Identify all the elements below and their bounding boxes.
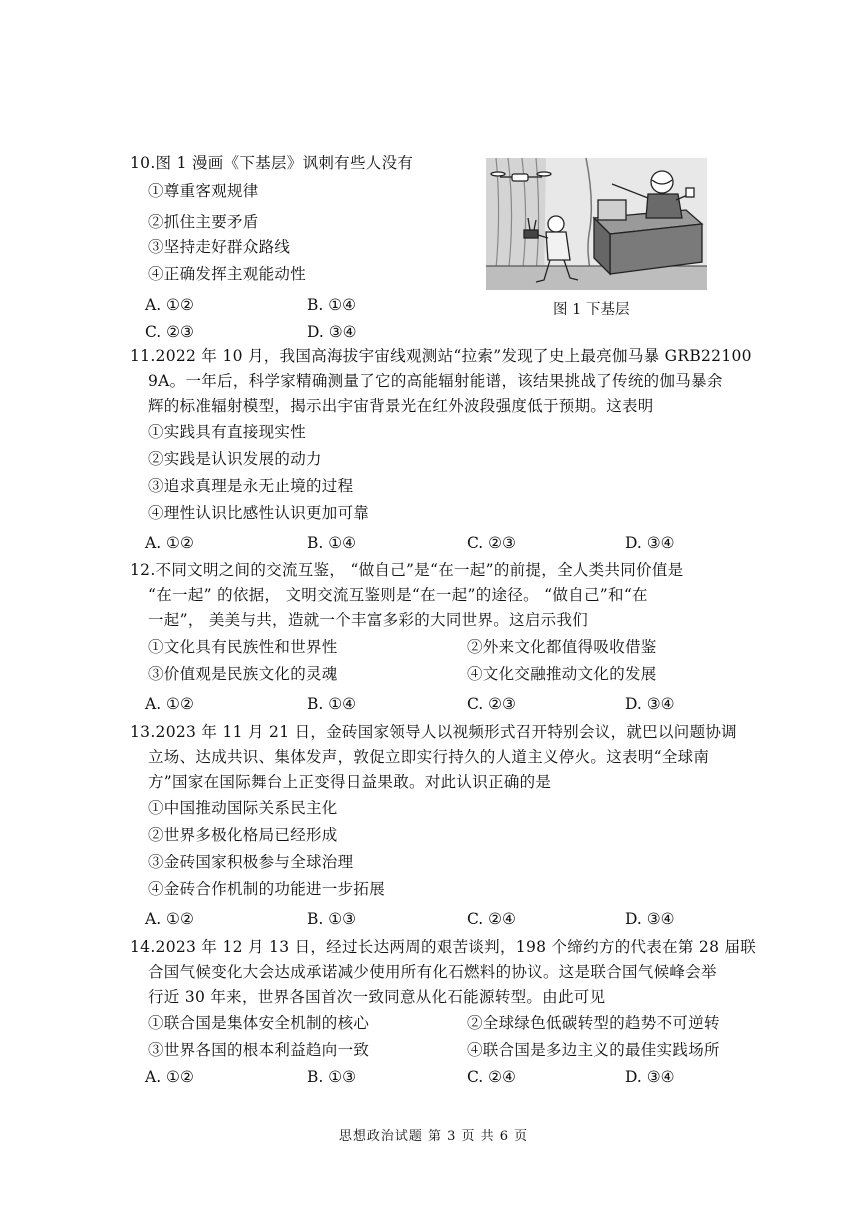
q13-item-1: ①中国推动国际关系民主化 (148, 799, 338, 817)
q12-stem-line-2: “在一起” 的依据， 文明交流互鉴则是“在一起”的途径。 “做自己”和“在 (148, 586, 648, 604)
q12-option-b[interactable]: B. ①④ (307, 695, 357, 713)
q11-item-4: ④理性认识比感性认识更加可靠 (148, 504, 370, 522)
q12-item-1: ①文化具有民族性和世界性 (148, 638, 338, 656)
q14-stem-line-3: 行近 30 年来，世界各国首次一致同意从化石能源转型。由此可见 (148, 988, 606, 1006)
q13-item-2: ②世界多极化格局已经形成 (148, 826, 338, 844)
q13-stem-line-1: 13.2023 年 11 月 21 日，金砖国家领导人以视频形式召开特别会议，就巴以问题协调 (130, 723, 737, 741)
q12-option-a[interactable]: A. ①② (145, 695, 194, 713)
q11-stem-line-3: 辉的标准辐射模型，揭示出宇宙背景光在红外波段强度低于预期。这表明 (148, 397, 654, 415)
q12-item-3: ③价值观是民族文化的灵魂 (148, 665, 338, 683)
q10-option-c[interactable]: C. ②③ (145, 323, 194, 341)
q10-option-b[interactable]: B. ①④ (307, 296, 357, 314)
q11-stem-line-2: 9A。一年后，科学家精确测量了它的高能辐射能谱，该结果挑战了传统的伽马暴余 (148, 372, 723, 390)
q13-item-4: ④金砖合作机制的功能进一步拓展 (148, 880, 386, 898)
q14-item-4: ④联合国是多边主义的最佳实践场所 (467, 1041, 720, 1059)
q11-item-1: ①实践具有直接现实性 (148, 423, 307, 441)
q12-option-c[interactable]: C. ②③ (467, 695, 516, 713)
q11-option-c[interactable]: C. ②③ (467, 534, 516, 552)
q14-stem-line-2: 合国气候变化大会达成承诺减少使用所有化石燃料的协议。这是联合国气候峰会举 (148, 963, 717, 981)
q13-option-d[interactable]: D. ③④ (625, 910, 675, 928)
q10-option-d[interactable]: D. ③④ (307, 323, 357, 341)
q12-stem-line-1: 12.不同文明之间的交流互鉴， “做自己”是“在一起”的前提，全人类共同价值是 (130, 561, 684, 579)
q12-item-2: ②外来文化都值得吸收借鉴 (467, 638, 657, 656)
q14-item-2: ②全球绿色低碳转型的趋势不可逆转 (467, 1014, 720, 1032)
cartoon-illustration (486, 158, 707, 290)
q13-stem-line-3: 方”国家在国际舞台上正变得日益果敢。对此认识正确的是 (148, 773, 552, 791)
q13-stem-line-2: 立场、达成共识、集体发声，敦促立即实行持久的人道主义停火。这表明“全球南 (148, 748, 710, 766)
q11-option-b[interactable]: B. ①④ (307, 534, 357, 552)
q10-item-2: ②抓住主要矛盾 (148, 213, 259, 231)
q11-stem-line-1: 11.2022 年 10 月，我国高海拔宇宙线观测站“拉索”发现了史上最亮伽马暴 GRB22100 (130, 347, 752, 365)
q14-option-c[interactable]: C. ②④ (467, 1068, 516, 1086)
q13-option-a[interactable]: A. ①② (145, 910, 194, 928)
q14-item-3: ③世界各国的根本利益趋向一致 (148, 1041, 370, 1059)
q10-item-1: ①尊重客观规律 (148, 182, 259, 200)
q14-option-a[interactable]: A. ①② (145, 1068, 194, 1086)
q14-stem-line-1: 14.2023 年 12 月 13 日，经过长达两周的艰苦谈判，198 个缔约方的代表在第 28 届联 (130, 938, 757, 956)
q10-item-4: ④正确发挥主观能动性 (148, 265, 307, 283)
q14-item-1: ①联合国是集体安全机制的核心 (148, 1014, 370, 1032)
q14-option-b[interactable]: B. ①③ (307, 1068, 357, 1086)
q14-option-d[interactable]: D. ③④ (625, 1068, 675, 1086)
q10-option-a[interactable]: A. ①② (145, 296, 194, 314)
q10-item-3: ③坚持走好群众路线 (148, 238, 291, 256)
q11-option-a[interactable]: A. ①② (145, 534, 194, 552)
q11-item-2: ②实践是认识发展的动力 (148, 450, 322, 468)
q11-item-3: ③追求真理是永无止境的过程 (148, 477, 354, 495)
figure-caption: 图 1 下基层 (553, 302, 630, 318)
q13-option-c[interactable]: C. ②④ (467, 910, 516, 928)
q12-item-4: ④文化交融推动文化的发展 (467, 665, 657, 683)
page-footer: 思想政治试题 第 3 页 共 6 页 (338, 1129, 529, 1144)
q13-item-3: ③金砖国家积极参与全球治理 (148, 853, 354, 871)
q12-option-d[interactable]: D. ③④ (625, 695, 675, 713)
q11-option-d[interactable]: D. ③④ (625, 534, 675, 552)
q10-stem: 10.图 1 漫画《下基层》讽刺有些人没有 (130, 154, 414, 172)
q13-option-b[interactable]: B. ①③ (307, 910, 357, 928)
q12-stem-line-3: 一起”， 美美与共，造就一个丰富多彩的大同世界。这启示我们 (148, 611, 589, 629)
